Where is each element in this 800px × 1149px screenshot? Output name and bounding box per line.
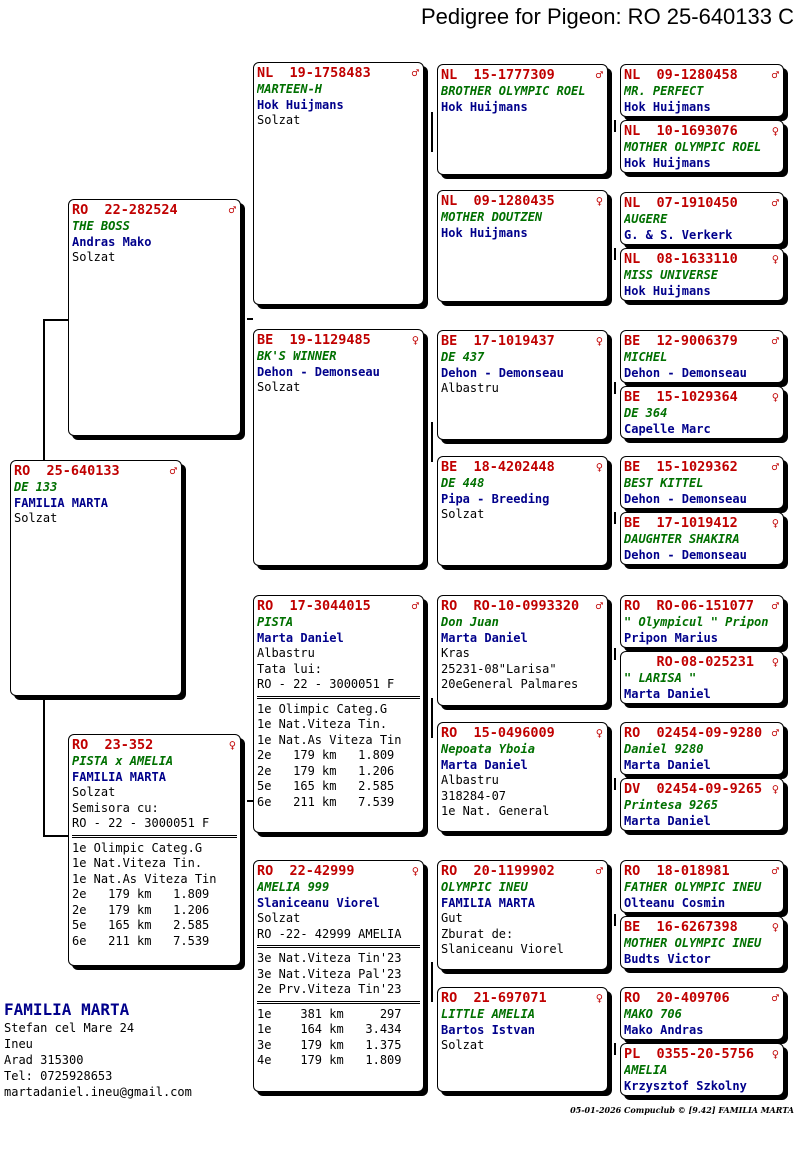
pigeon-card-g5-2[interactable] (620, 120, 784, 173)
pigeon-card-g5-15[interactable] (620, 987, 784, 1040)
result-line: 4e 179 km 1.809 (257, 1053, 402, 1067)
pigeon-card-g5-1[interactable] (620, 64, 784, 117)
pigeon-card-ffm[interactable] (437, 190, 608, 302)
pigeon-note: Slaniceanu Viorel (441, 942, 564, 956)
result-line: 1e Olimpic Categ.G (257, 701, 388, 716)
male-icon: ♂ (595, 68, 603, 82)
female-icon: ♀ (595, 334, 603, 348)
pigeon-card-g5-13[interactable] (620, 860, 784, 913)
female-icon: ♀ (228, 738, 236, 752)
owner-name: Marta Daniel (441, 757, 528, 772)
ring-number: NL 08-1633110 (624, 251, 738, 267)
pigeon-name: PISTA x AMELIA (72, 754, 174, 768)
result-line: 5e 165 km 2.585 (72, 918, 210, 932)
connector (431, 698, 433, 738)
male-icon: ♂ (771, 726, 779, 740)
pigeon-name: Nepoata Yboia (441, 742, 535, 756)
owner-name: FAMILIA MARTA (72, 769, 166, 784)
female-icon: ♀ (595, 194, 603, 208)
owner-name: Capelle Marc (624, 421, 711, 436)
owner-name: Olteanu Cosmin (624, 895, 726, 910)
color-note: Solzat (441, 1038, 485, 1052)
ring-number: RO 22-42999 (257, 863, 355, 879)
connector (614, 248, 616, 260)
result-line: 2e Prv.Viteza Tin'23 (257, 982, 402, 996)
pigeon-name: DE 437 (441, 350, 485, 364)
pigeon-card-mfm[interactable] (437, 722, 608, 832)
result-line: 1e Olimpic Categ.G (72, 840, 203, 855)
owner-name: Bartos Istvan (441, 1022, 535, 1037)
pigeon-name: Don Juan (441, 615, 499, 629)
female-icon: ♀ (595, 460, 603, 474)
print-info: 05-01-2026 Compuclub © [9.42] FAMILIA MARTA (570, 1105, 794, 1115)
pigeon-name: MICHEL (624, 350, 668, 364)
owner-name: Marta Daniel (624, 757, 711, 772)
pigeon-card-mm[interactable] (253, 860, 424, 1092)
pigeon-note: Zburat de: (441, 926, 514, 941)
pigeon-name: " LARISA " (624, 671, 697, 685)
owner-name: Hok Huijmans (624, 99, 711, 114)
pigeon-name: Printesa 9265 (624, 798, 718, 812)
pigeon-card-g5-9[interactable] (620, 595, 784, 648)
ring-number: RO 25-640133 (14, 463, 120, 479)
color-note: Albastru (441, 381, 499, 395)
pigeon-name: AMELIA (624, 1063, 668, 1077)
pigeon-name: MOTHER OLYMPIC ROEL (624, 140, 762, 154)
result-line: 6e 211 km 7.539 (72, 933, 210, 948)
result-line: 3e Nat.Viteza Tin'23 (257, 951, 402, 965)
pigeon-note: 25231-08"Larisa" (441, 661, 557, 676)
owner-name: Marta Daniel (624, 813, 711, 828)
pigeon-name: MOTHER OLYMPIC INEU (624, 936, 762, 950)
pigeon-card-mff[interactable] (437, 595, 608, 706)
result-line: 2e 179 km 1.206 (72, 902, 210, 917)
pigeon-note: Gut (441, 911, 463, 925)
ring-number: BE 15-1029362 (624, 459, 738, 475)
pigeon-name: MISS UNIVERSE (624, 268, 718, 282)
pigeon-card-subject[interactable] (10, 460, 182, 696)
female-icon: ♀ (771, 390, 779, 404)
ring-number: RO 21-697071 (441, 990, 547, 1006)
female-icon: ♀ (411, 333, 419, 347)
result-line: 1e 164 km 3.434 (257, 1022, 402, 1036)
male-icon: ♂ (771, 864, 779, 878)
connector (614, 512, 616, 524)
result-line: 1e Nat.As Viteza Tin (257, 732, 402, 747)
connector (247, 318, 253, 320)
pigeon-name: AUGERE (624, 212, 668, 226)
pigeon-note: Albastru (441, 773, 499, 787)
owner-name: Mako Andras (624, 1022, 704, 1037)
pigeon-card-mf[interactable] (253, 595, 424, 833)
owner-name: Dehon - Demonseau (441, 365, 564, 380)
ring-number: RO 23-352 (72, 737, 154, 753)
result-line: 1e Nat.As Viteza Tin (72, 871, 217, 886)
female-icon: ♀ (595, 726, 603, 740)
male-icon: ♂ (771, 599, 779, 613)
pigeon-card-mother[interactable] (68, 734, 241, 966)
ring-number: RO 22-282524 (72, 202, 178, 218)
connector (43, 697, 45, 835)
owner-name: Marta Daniel (441, 630, 528, 645)
pigeon-name: DE 364 (624, 406, 668, 420)
result-line: 1e 381 km 297 (257, 1006, 402, 1021)
owner-name: Hok Huijmans (441, 225, 528, 240)
female-icon: ♀ (595, 991, 603, 1005)
divider (257, 1001, 420, 1004)
pigeon-name: MOTHER DOUTZEN (441, 210, 543, 224)
pigeon-card-mmf[interactable] (437, 860, 608, 970)
owner-name: Budts Victor (624, 951, 711, 966)
ring-number: RO 02454-09-9280 (624, 725, 763, 741)
pigeon-note: RO - 22 - 3000051 F (72, 816, 210, 830)
owner-name: Krzysztof Szkolny (624, 1078, 747, 1093)
result-line: 6e 211 km 7.539 (257, 794, 395, 809)
pigeon-note: Albastru (257, 646, 315, 660)
pigeon-card-g5-4[interactable] (620, 248, 784, 301)
pigeon-name: AMELIA 999 (257, 880, 330, 894)
connector (431, 962, 433, 1002)
owner-name: Hok Huijmans (441, 99, 528, 114)
pigeon-note: Semisora cu: (72, 800, 159, 815)
pigeon-card-fff[interactable] (437, 64, 608, 175)
pigeon-card-g5-16[interactable] (620, 1043, 784, 1096)
ring-number: BE 16-6267398 (624, 919, 738, 935)
pigeon-name: FATHER OLYMPIC INEU (624, 880, 762, 894)
owner-name: Hok Huijmans (624, 283, 711, 298)
female-icon: ♀ (771, 782, 779, 796)
color-note: Solzat (257, 113, 301, 127)
female-icon: ♀ (771, 252, 779, 266)
pigeon-name: MR. PERFECT (624, 84, 704, 98)
ring-number: RO 18-018981 (624, 863, 730, 879)
pigeon-name: DAUGHTER SHAKIRA (624, 532, 740, 546)
owner-name: Hok Huijmans (257, 97, 344, 112)
pigeon-name: BK'S WINNER (257, 349, 337, 363)
owner-name: Hok Huijmans (624, 155, 711, 170)
ring-number: NL 10-1693076 (624, 123, 738, 139)
result-line: 1e Nat.Viteza Tin. (257, 717, 388, 731)
owner-name: Andras Mako (72, 234, 152, 249)
owner-name: FAMILIA MARTA (441, 895, 535, 910)
pigeon-name: MARTEEN-H (257, 82, 323, 96)
divider (257, 696, 420, 699)
pigeon-card-mmm[interactable] (437, 987, 608, 1092)
ring-number: RO 17-3044015 (257, 598, 371, 614)
male-icon: ♂ (771, 334, 779, 348)
pigeon-card-g5-10[interactable] (620, 651, 784, 704)
ring-number: RO 20-409706 (624, 990, 730, 1006)
loft-name: FAMILIA MARTA (4, 1000, 130, 1019)
color-note: Solzat (441, 507, 485, 521)
address-line: Arad 315300 (4, 1053, 84, 1067)
owner-name: Dehon - Demonseau (624, 491, 747, 506)
owner-name: Marta Daniel (624, 686, 711, 701)
owner-name: Dehon - Demonseau (624, 547, 747, 562)
result-line: 2e 179 km 1.206 (257, 763, 395, 778)
owner-name: Pripon Marius (624, 630, 718, 645)
divider (72, 835, 237, 838)
pigeon-name: MAKO 706 (624, 1007, 682, 1021)
male-icon: ♂ (771, 196, 779, 210)
result-line: 2e 179 km 1.809 (72, 887, 210, 901)
pigeon-card-fmm[interactable] (437, 456, 608, 566)
connector (614, 382, 616, 394)
pigeon-note: RO -22- 42999 AMELIA (257, 926, 402, 941)
address-line: Stefan cel Mare 24 (4, 1021, 135, 1035)
female-icon: ♀ (411, 864, 419, 878)
connector (431, 422, 433, 462)
connector (43, 319, 69, 321)
pigeon-note: 20eGeneral Palmares (441, 677, 579, 691)
pigeon-name: " Olympicul " Pripon (624, 615, 769, 629)
ring-number: PL 0355-20-5756 (624, 1046, 755, 1062)
pigeon-name: OLYMPIC INEU (441, 880, 528, 894)
ring-number: BE 19-1129485 (257, 332, 371, 348)
male-icon: ♂ (595, 864, 603, 878)
pigeon-card-g5-8[interactable] (620, 512, 784, 565)
pigeon-card-g5-14[interactable] (620, 916, 784, 969)
color-note: Solzat (14, 511, 58, 525)
ring-number: RO RO-10-0993320 (441, 598, 580, 614)
pigeon-card-ff[interactable] (253, 62, 424, 305)
ring-number: RO RO-06-151077 (624, 598, 755, 614)
divider (257, 945, 420, 948)
owner-contact-block (4, 1000, 192, 1100)
connector (614, 120, 616, 132)
male-icon: ♂ (411, 599, 419, 613)
connector (431, 112, 433, 152)
owner-name: Pipa - Breeding (441, 491, 550, 506)
pigeon-name: BROTHER OLYMPIC ROEL (441, 84, 586, 98)
ring-number: BE 17-1019412 (624, 515, 738, 531)
pigeon-card-father[interactable] (68, 199, 241, 436)
email-line[interactable]: martadaniel.ineu@gmail.com (4, 1085, 192, 1099)
pigeon-name: THE BOSS (72, 219, 130, 233)
color-note: Solzat (72, 250, 116, 264)
ring-number: NL 09-1280435 (441, 193, 555, 209)
pigeon-note: Kras (441, 646, 470, 660)
male-icon: ♂ (771, 460, 779, 474)
ring-number: NL 07-1910450 (624, 195, 738, 211)
pigeon-name: DE 448 (441, 476, 485, 490)
pigeon-card-fmf[interactable] (437, 330, 608, 440)
ring-number: BE 15-1029364 (624, 389, 738, 405)
owner-name: G. & S. Verkerk (624, 227, 733, 242)
pigeon-note: 1e Nat. General (441, 804, 550, 818)
pigeon-card-g5-5[interactable] (620, 330, 784, 383)
pigeon-note: Solzat (72, 785, 116, 799)
connector (614, 778, 616, 790)
pigeon-name: LITTLE AMELIA (441, 1007, 535, 1021)
ring-number: RO 20-1199902 (441, 863, 555, 879)
pigeon-name: DE 133 (14, 480, 58, 494)
female-icon: ♀ (771, 516, 779, 530)
male-icon: ♂ (228, 203, 236, 217)
pigeon-note: 318284-07 (441, 788, 507, 803)
address-line: Ineu (4, 1037, 33, 1051)
connector (43, 835, 69, 837)
connector (614, 914, 616, 926)
connector (614, 1043, 616, 1055)
pigeon-name: BEST KITTEL (624, 476, 704, 490)
ring-number: NL 15-1777309 (441, 67, 555, 83)
female-icon: ♀ (771, 1047, 779, 1061)
pigeon-note: Solzat (257, 911, 301, 925)
owner-name: FAMILIA MARTA (14, 495, 108, 510)
page-title: Pedigree for Pigeon: RO 25-640133 C (420, 4, 794, 29)
female-icon: ♀ (771, 920, 779, 934)
owner-name: Dehon - Demonseau (624, 365, 747, 380)
result-line: 3e 179 km 1.375 (257, 1037, 402, 1052)
ring-number: BE 17-1019437 (441, 333, 555, 349)
result-line: 5e 165 km 2.585 (257, 779, 395, 793)
result-line: 3e Nat.Viteza Pal'23 (257, 966, 402, 981)
male-icon: ♂ (169, 464, 177, 478)
ring-number: BE 12-9006379 (624, 333, 738, 349)
ring-number: BE 18-4202448 (441, 459, 555, 475)
ring-number: RO-08-025231 (624, 654, 755, 670)
male-icon: ♂ (771, 68, 779, 82)
pigeon-name: Daniel 9280 (624, 742, 704, 756)
female-icon: ♀ (771, 124, 779, 138)
connector (43, 319, 45, 461)
pigeon-card-g5-6[interactable] (620, 386, 784, 439)
male-icon: ♂ (771, 991, 779, 1005)
pigeon-note: Tata lui: (257, 661, 323, 676)
color-note: Solzat (257, 380, 301, 394)
pigeon-card-g5-11[interactable] (620, 722, 784, 775)
owner-name: Slaniceanu Viorel (257, 895, 380, 910)
male-icon: ♂ (595, 599, 603, 613)
ring-number: NL 19-1758483 (257, 65, 371, 81)
pigeon-card-g5-12[interactable] (620, 778, 784, 831)
pigeon-card-g5-7[interactable] (620, 456, 784, 509)
pigeon-name: PISTA (257, 615, 294, 629)
pigeon-card-fm[interactable] (253, 329, 424, 566)
ring-number: RO 15-0496009 (441, 725, 555, 741)
result-line: 2e 179 km 1.809 (257, 748, 395, 762)
pigeon-note: RO - 22 - 3000051 F (257, 677, 395, 691)
owner-name: Dehon - Demonseau (257, 364, 380, 379)
ring-number: DV 02454-09-9265 (624, 781, 763, 797)
male-icon: ♂ (411, 66, 419, 80)
result-line: 1e Nat.Viteza Tin. (72, 856, 203, 870)
connector (614, 648, 616, 660)
owner-name: Marta Daniel (257, 630, 344, 645)
pigeon-card-g5-3[interactable] (620, 192, 784, 245)
female-icon: ♀ (771, 655, 779, 669)
phone-line: Tel: 0725928653 (4, 1069, 113, 1083)
ring-number: NL 09-1280458 (624, 67, 738, 83)
